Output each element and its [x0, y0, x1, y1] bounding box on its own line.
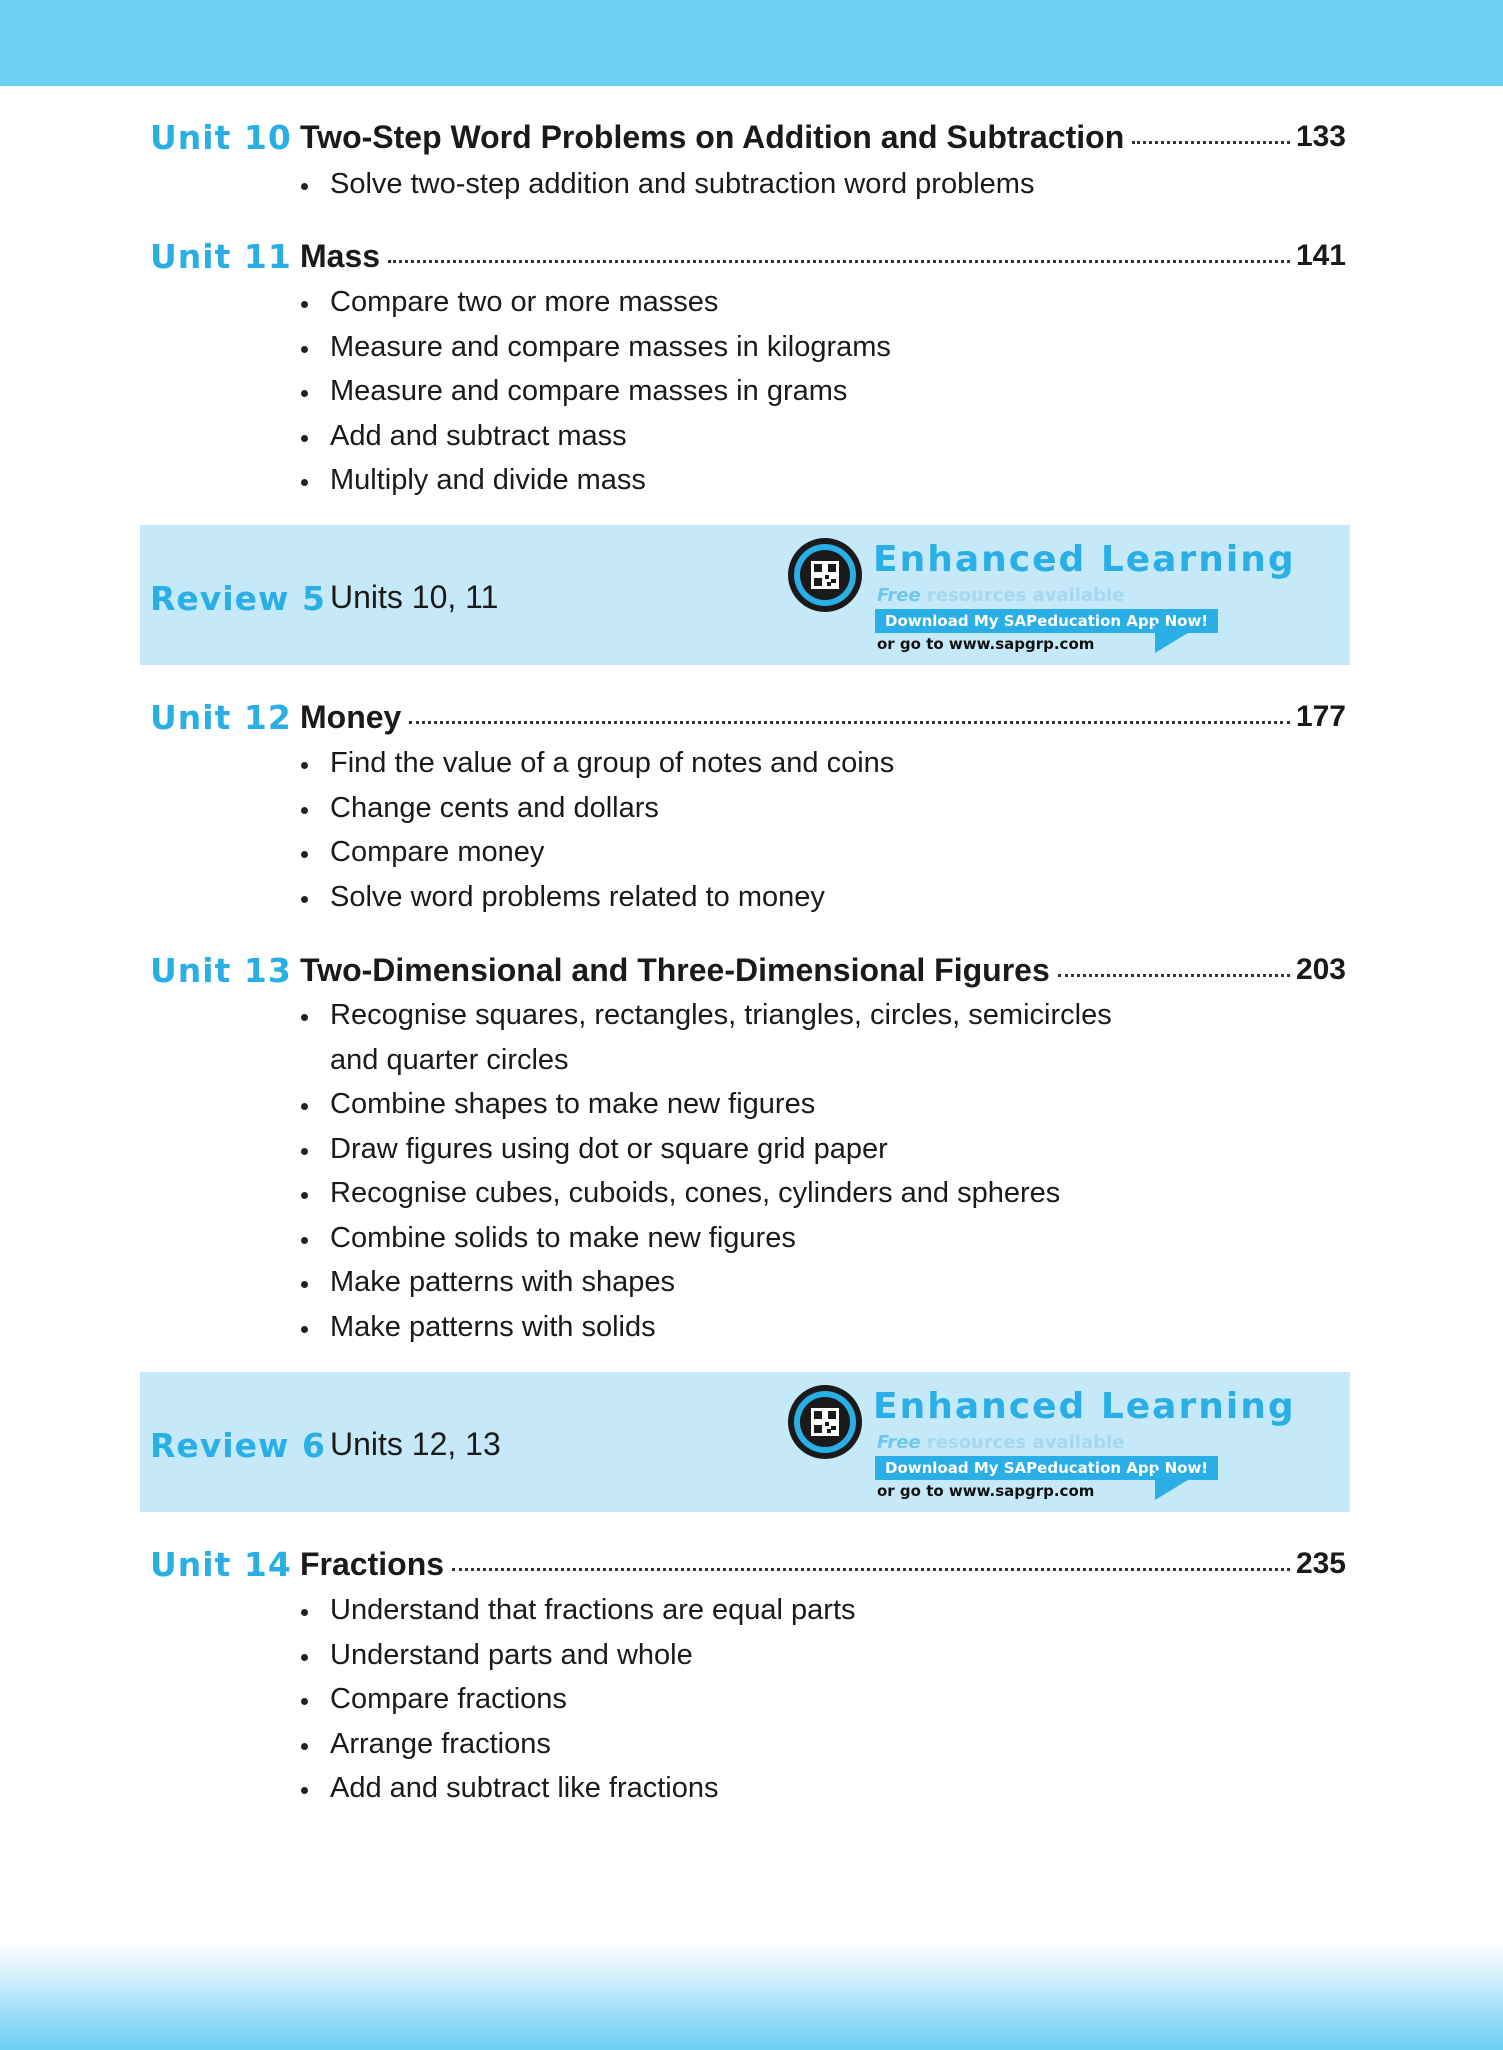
page-number: 203 [1295, 953, 1346, 986]
objective-item: Find the value of a group of notes and coins [300, 741, 894, 786]
banner-tail [1155, 623, 1191, 653]
objective-item: Combine shapes to make new figures [300, 1082, 1112, 1127]
objective-item: Recognise cubes, cuboids, cones, cylinders and spheres [300, 1171, 1112, 1216]
free-resources-text [877, 585, 1124, 606]
dot-leader [452, 1568, 1290, 1571]
page-number: 141 [1295, 239, 1346, 272]
page-number: 235 [1295, 1547, 1346, 1580]
free-word: Free [877, 585, 921, 606]
unit-10-heading[interactable] [150, 117, 1346, 157]
review-units: Units 12, 13 [330, 1426, 501, 1462]
dot-leader [1058, 974, 1290, 977]
unit-11-objectives [300, 280, 891, 503]
unit-title: Fractions [300, 1545, 445, 1582]
unit-12-heading[interactable] [150, 697, 1346, 737]
objective-item: Change cents and dollars [300, 786, 894, 831]
objective-item: Arrange fractions [300, 1722, 856, 1767]
free-resources-text [877, 1432, 1124, 1453]
unit-title: Two-Dimensional and Three-Dimensional Figures [300, 951, 1050, 988]
enhanced-learning-title: Enhanced Learning [873, 539, 1296, 580]
objective-item: Draw figures using dot or square grid paper [300, 1127, 1112, 1172]
qr-code-icon [785, 1382, 865, 1462]
unit-title: Mass [300, 237, 381, 274]
review-units: Units 10, 11 [330, 579, 499, 615]
objective-item: Multiply and divide mass [300, 458, 891, 503]
unit-label: Unit 14 [150, 1544, 292, 1584]
bottom-footer-band [0, 1942, 1503, 2050]
objective-item: Make patterns with solids [300, 1305, 1112, 1350]
free-rest: resources available [920, 1432, 1125, 1453]
objective-item: Combine solids to make new figures [300, 1216, 1112, 1261]
objective-item: Recognise squares, rectangles, triangles, circles, semicircles [300, 993, 1112, 1038]
banner-tail [1155, 1470, 1191, 1500]
objective-item: Make patterns with shapes [300, 1260, 1112, 1305]
review-label: Review 5 [150, 579, 326, 618]
free-word: Free [877, 1432, 921, 1453]
unit-label: Unit 10 [150, 117, 292, 157]
website-link[interactable]: or go to www.sapgrp.com [877, 635, 1095, 653]
unit-13-objectives [300, 993, 1112, 1349]
unit-13-heading[interactable] [150, 950, 1346, 990]
unit-11-heading[interactable] [150, 236, 1346, 276]
objective-item: Solve word problems related to money [300, 875, 894, 920]
dot-leader [388, 260, 1290, 263]
dot-leader [409, 721, 1290, 724]
objective-item: Compare two or more masses [300, 280, 891, 325]
unit-14-heading[interactable] [150, 1544, 1346, 1584]
enhanced-learning-badge[interactable] [785, 1382, 1315, 1502]
objective-item: Understand that fractions are equal parts [300, 1588, 856, 1633]
objective-item: Add and subtract mass [300, 414, 891, 459]
objective-item: Solve two-step addition and subtraction word problems [300, 162, 1034, 207]
download-app-banner[interactable]: Download My SAPeducation App Now! [875, 609, 1218, 633]
review-5-box[interactable] [140, 525, 1350, 665]
qr-code-icon [785, 535, 865, 615]
objective-item: Add and subtract like fractions [300, 1766, 856, 1811]
download-app-banner[interactable]: Download My SAPeducation App Now! [875, 1456, 1218, 1480]
page-number: 133 [1295, 120, 1346, 153]
objective-item: Compare money [300, 830, 894, 875]
unit-title: Two-Step Word Problems on Addition and Subtraction [300, 118, 1125, 155]
free-rest: resources available [920, 585, 1125, 606]
objective-item: Measure and compare masses in grams [300, 369, 891, 414]
objective-item: Compare fractions [300, 1677, 856, 1722]
dot-leader [1132, 141, 1290, 144]
unit-title: Money [300, 698, 402, 735]
enhanced-learning-badge[interactable] [785, 535, 1315, 655]
unit-10-objectives [300, 162, 1034, 207]
unit-label: Unit 11 [150, 236, 292, 276]
enhanced-learning-title: Enhanced Learning [873, 1386, 1296, 1427]
objective-item: Measure and compare masses in kilograms [300, 325, 891, 370]
objective-item: Understand parts and whole [300, 1633, 856, 1678]
unit-14-objectives [300, 1588, 856, 1811]
unit-label: Unit 13 [150, 950, 292, 990]
review-6-box[interactable] [140, 1372, 1350, 1512]
unit-label: Unit 12 [150, 697, 292, 737]
review-label: Review 6 [150, 1426, 326, 1465]
objective-continuation: and quarter circles [330, 1043, 569, 1076]
website-link[interactable]: or go to www.sapgrp.com [877, 1482, 1095, 1500]
page-number: 177 [1295, 700, 1346, 733]
unit-12-objectives [300, 741, 894, 919]
